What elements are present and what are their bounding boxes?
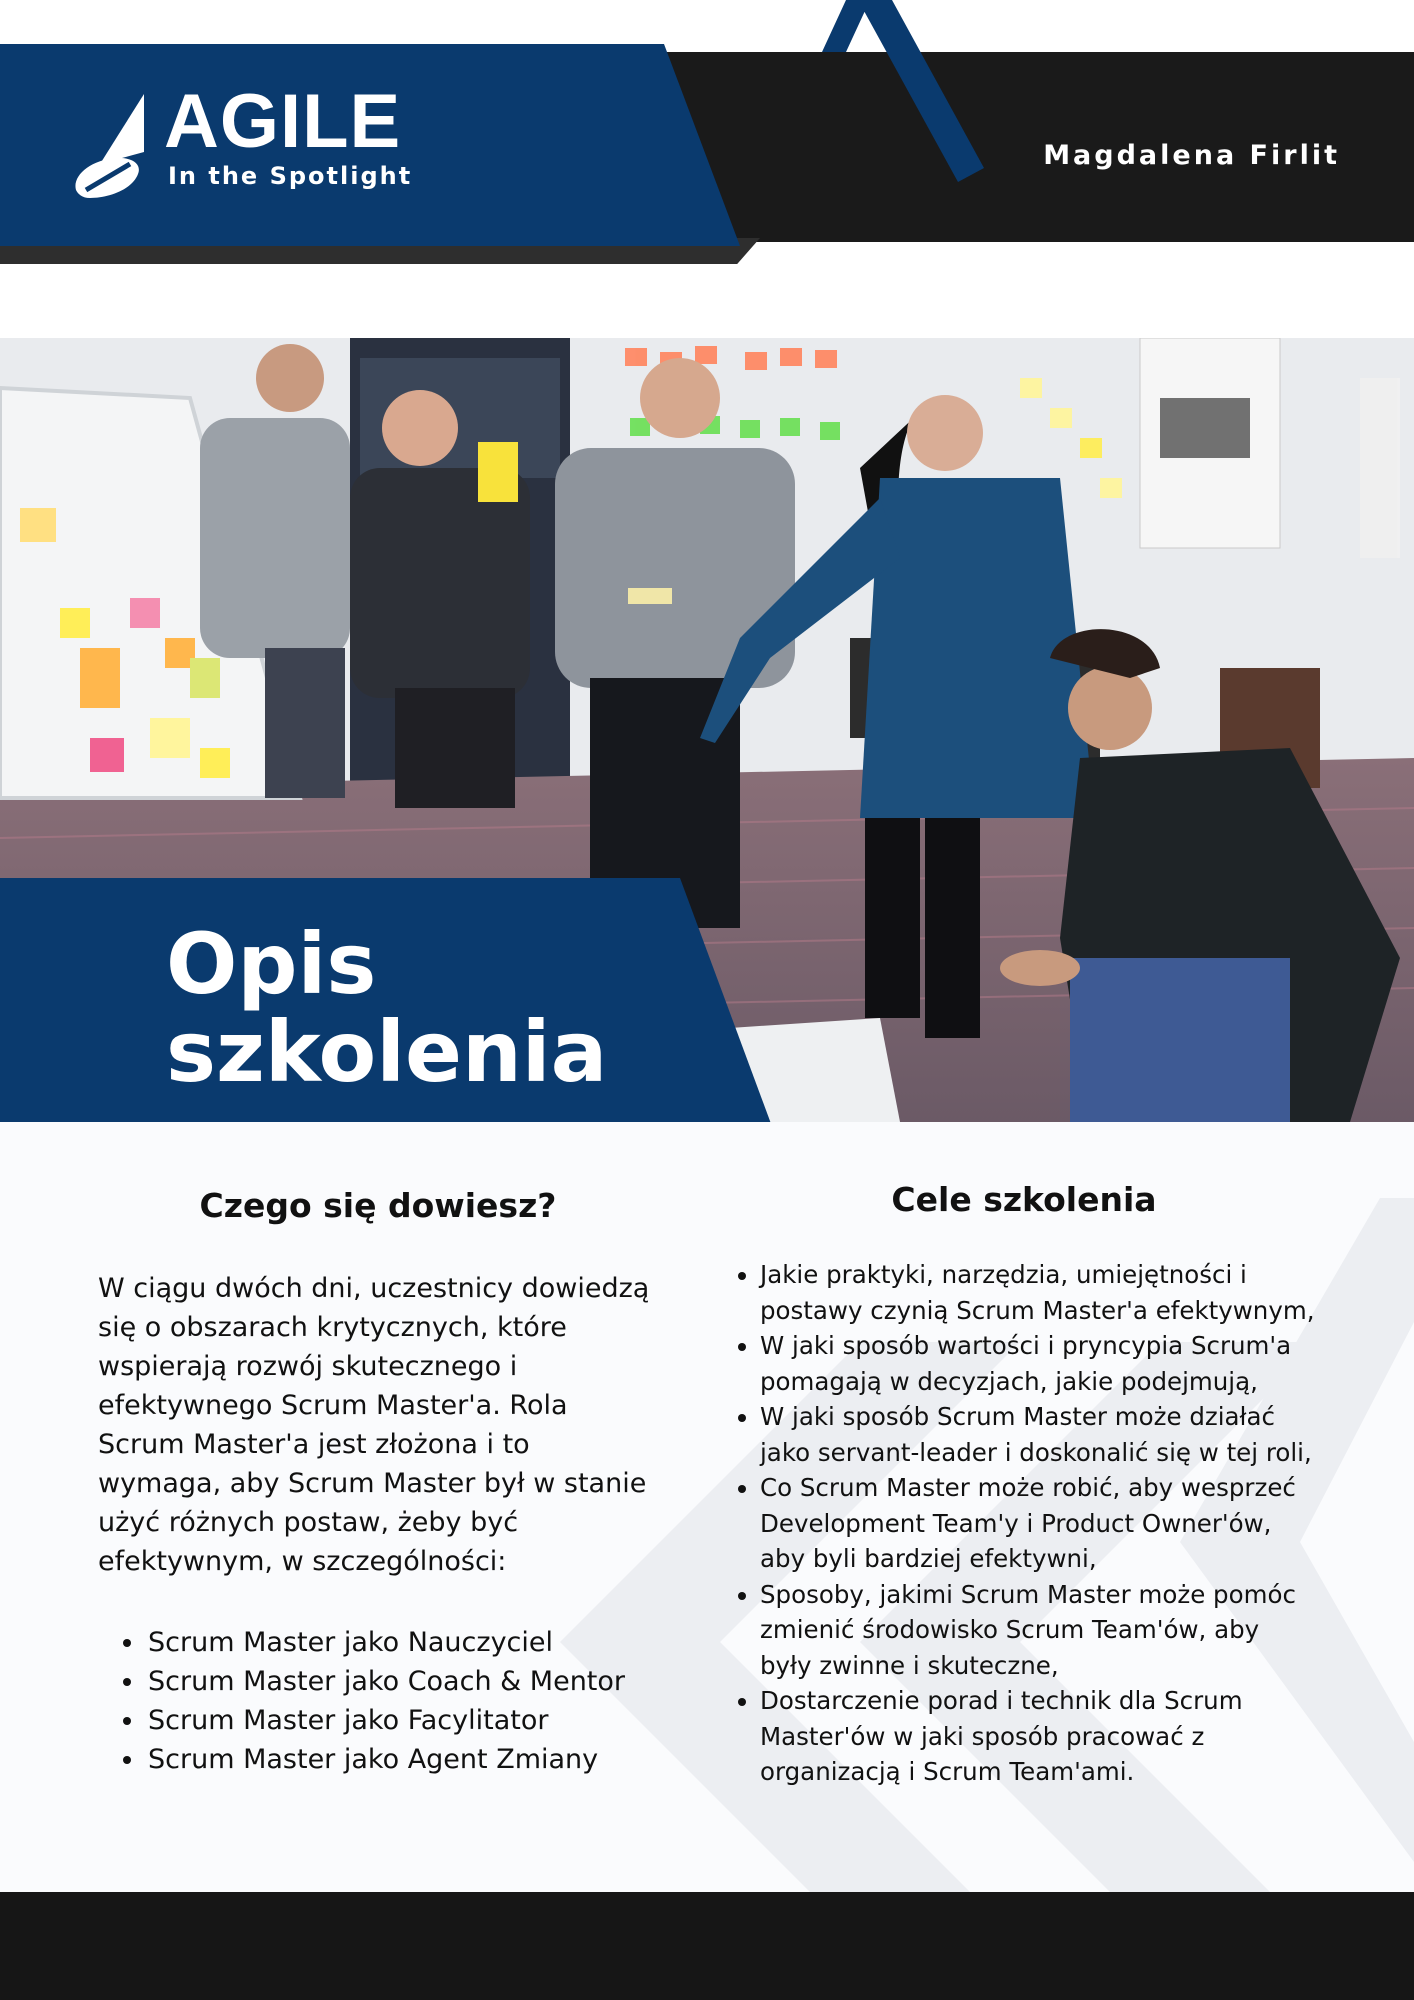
logo-subtitle: In the Spotlight [168, 162, 413, 190]
page-title-line-1: Opis [166, 915, 377, 1013]
left-column-paragraph: W ciągu dwóch dni, uczestnicy dowiedzą się o obszarach krytycznych, które wspierają rozwój skutecznego i efektywnego Scrum Master'a. Rola Scrum Master'a jest złożona i to wymaga, aby Scrum Master był w stanie użyć różnych postaw, żeby być efektywnym, w szczególności: [98, 1273, 650, 1577]
list-item: • Dostarczenie porad i technik dla Scrum Master'ów w jaki sposób pracować z organizacją i Scrum Team'ami. [760, 1683, 1324, 1790]
roles-list [98, 1623, 658, 1779]
page-title [166, 915, 608, 1101]
list-item: • Scrum Master jako Coach & Mentor [146, 1662, 658, 1701]
goals-list [724, 1257, 1324, 1790]
left-column-heading: Czego się dowiesz? [199, 1186, 557, 1225]
logo-title: AGILE [164, 79, 402, 164]
list-item: • Scrum Master jako Agent Zmiany [146, 1740, 658, 1779]
list-item: • Scrum Master jako Facylitator [146, 1701, 658, 1740]
logo-spotlight-icon [72, 94, 146, 198]
list-item: • W jaki sposób wartości i pryncypia Scrum'a pomagają w decyzjach, jakie podejmują, [760, 1328, 1324, 1399]
page-title-line-2: szkolenia [166, 1003, 608, 1101]
list-item: • Sposoby, jakimi Scrum Master może pomóc zmienić środowisko Scrum Team'ów, aby były zwinne i skuteczne, [760, 1577, 1324, 1684]
list-item: • Jakie praktyki, narzędzia, umiejętności i postawy czynią Scrum Master'a efektywnym, [760, 1257, 1324, 1328]
author-name: Magdalena Firlit [1043, 140, 1340, 171]
list-item: • Scrum Master jako Nauczyciel [146, 1623, 658, 1662]
list-item: • Co Scrum Master może robić, aby wesprzeć Development Team'y i Product Owner'ów, aby byli bardziej efektywni, [760, 1470, 1324, 1577]
right-column [724, 1180, 1324, 1790]
footer-bar [0, 1892, 1414, 2000]
company-logo[interactable] [72, 79, 413, 202]
right-column-heading: Cele szkolenia [891, 1180, 1157, 1219]
list-item: • W jaki sposób Scrum Master może działać jako servant-leader i doskonalić się w tej roli, [760, 1399, 1324, 1470]
left-column [98, 1186, 658, 1779]
